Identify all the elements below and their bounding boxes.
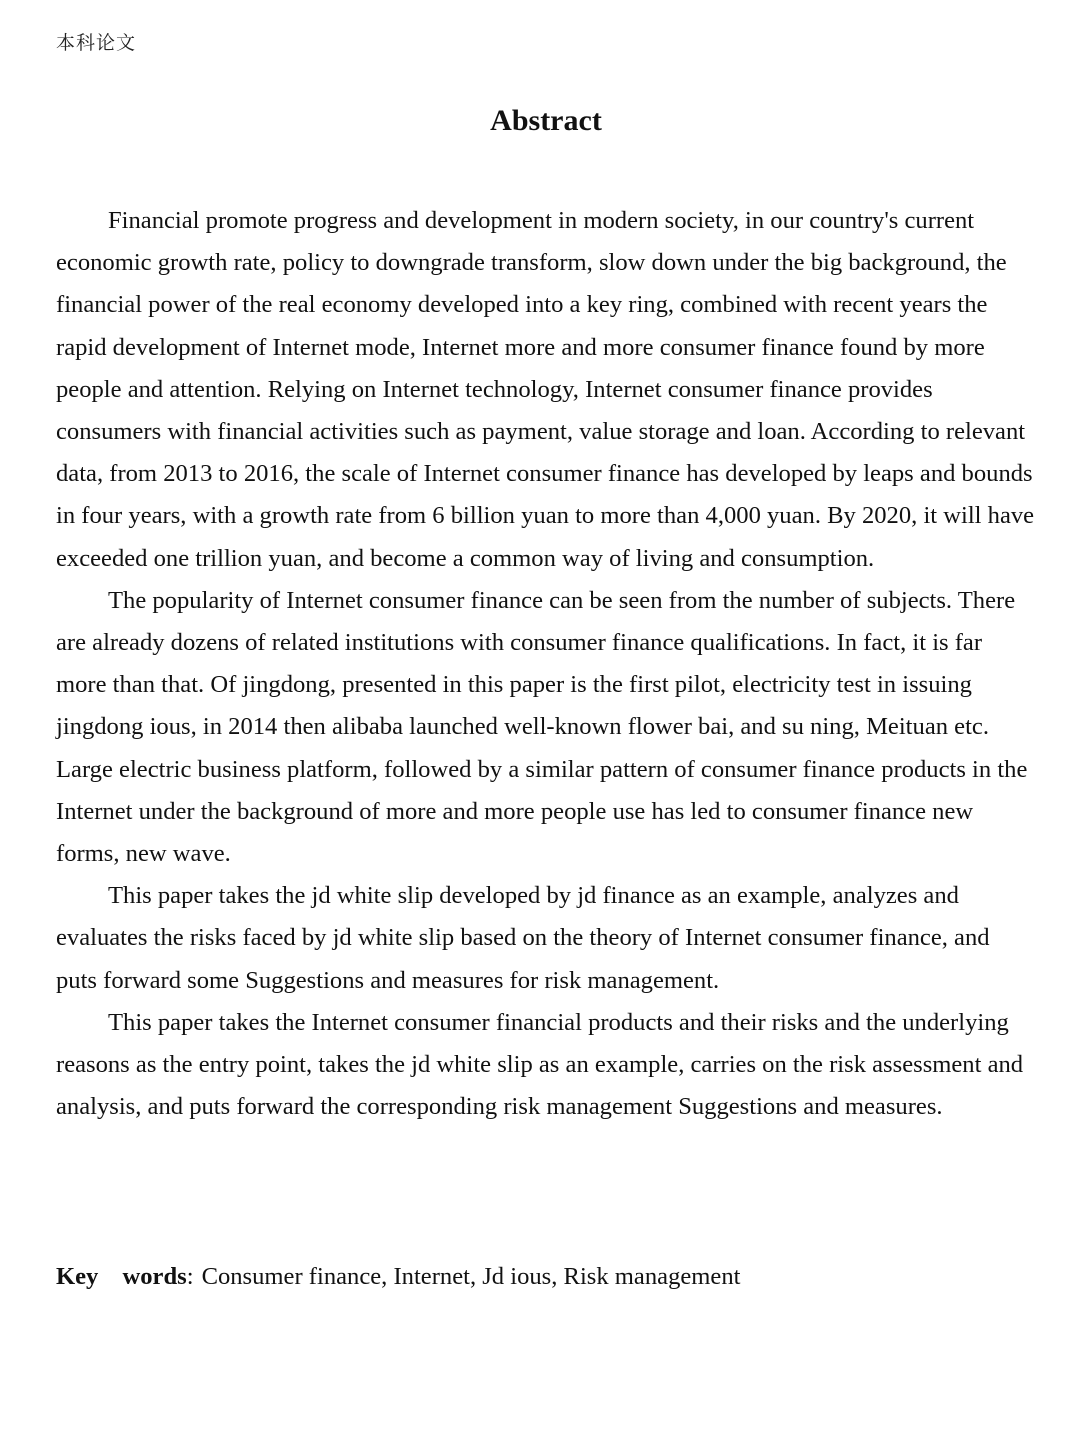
abstract-paragraph-4: This paper takes the Internet consumer financial products and their risks and the underlying reasons as the entry point, takes the jd white slip as an example, carries on the risk assessment and analysis, and puts forward the corresponding risk management Suggestions and measures. bbox=[56, 1008, 1024, 1121]
keywords-text: Consumer finance, Internet, Jd ious, Risk management bbox=[201, 1263, 741, 1290]
running-header: 本科论文 bbox=[56, 32, 137, 54]
keywords-label: Key words bbox=[56, 1263, 187, 1290]
abstract-paragraph-3: This paper takes the jd white slip developed by jd finance as an example, analyzes and evaluates the risks faced by jd white slip based on the theory of Internet consumer finance, and puts forward some Suggestions and measures for risk management. bbox=[56, 882, 990, 994]
abstract-paragraph-1: Financial promote progress and development in modern society, in our country's current economic growth rate, policy to downgrade transform, slow down under the big background, the financial power of the real economy developed into a key ring, combined with recent years the rapid development of Internet mode, Internet more and more consumer finance found by more people and attention. Relying on Internet technology, Internet consumer finance provides consumers with financial activities such as payment, value storage and loan. According to relevant data, from 2013 to 2016, the scale of Internet consumer finance has developed by leaps and bounds in four years, with a growth rate from 6 billion yuan to more than 4,000 yuan. By 2020, it will have exceeded one trillion yuan, and become a common way of living and consumption. bbox=[56, 207, 1035, 572]
page-title: Abstract bbox=[490, 104, 602, 137]
keywords-line bbox=[56, 1256, 740, 1298]
keywords-separator: : bbox=[186, 1263, 194, 1290]
abstract-body bbox=[56, 200, 1036, 1128]
abstract-paragraph-2: The popularity of Internet consumer finance can be seen from the number of subjects. There are already dozens of related institutions with consumer finance qualifications. In fact, it is far more than that. Of jingdong, presented in this paper is the first pilot, electricity test in issuing jingdong ious, in 2014 then alibaba launched well-known flower bai, and su ning, Meituan etc. Large electric business platform, followed by a similar pattern of consumer finance products in the Internet under the background of more and more people use has led to consumer finance new forms, new wave. bbox=[56, 586, 1028, 868]
